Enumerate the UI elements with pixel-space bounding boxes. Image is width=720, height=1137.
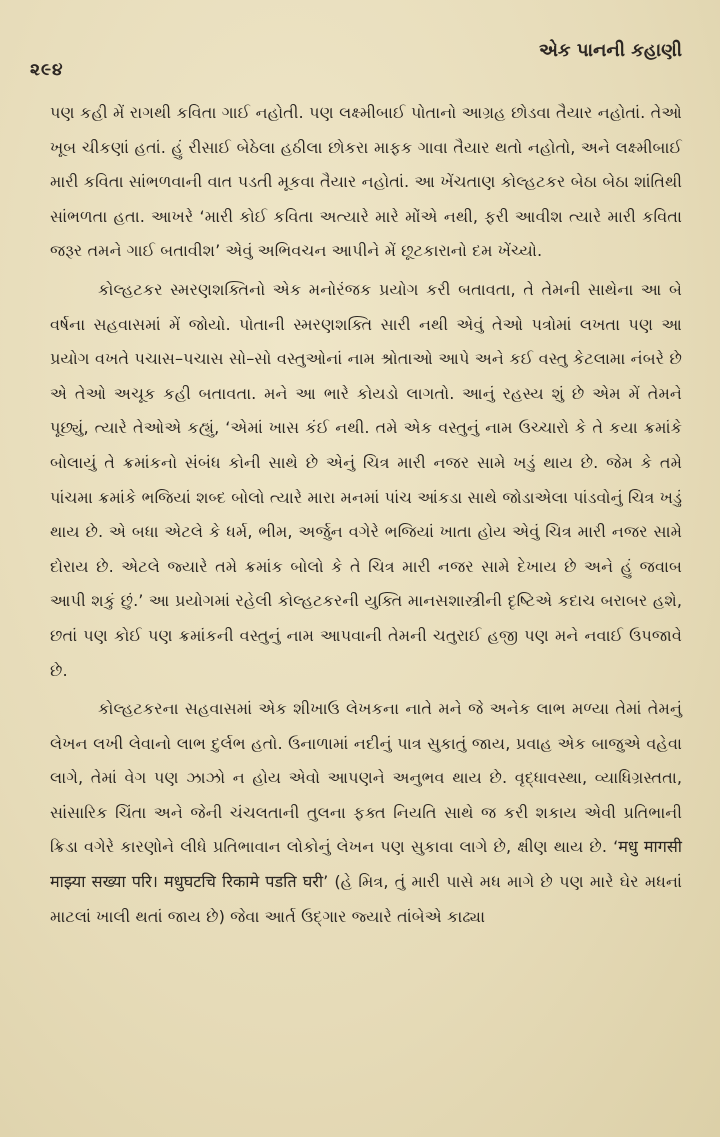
page-body bbox=[50, 96, 682, 934]
paragraph-3: કોલ્હટકરના સહવાસમાં એક શીખાઉ લેખકના નાતે મને જે અનેક લાભ મળ્યા તેમાં તેમનું લેખન લખી લેવાનો લાભ દુર્લભ હતો. ઉનાળામાં નદીનું પાત્ર સુકાતું જાય, પ્રવાહ એક બાજુએ વહેવા લાગે, તેમાં વેગ પણ ઝાઝો ન હોય એવો આપણને અનુભવ થાય છે. વૃદ્ધાવસ્થા, વ્યાધિગ્રસ્તતા, સાંસારિક ચિંતા અને જેની ચંચલતાની તુલના ફક્ત નિયતિ સાથે જ કરી શકાય એવી પ્રતિભાની ક્રિડા વગેરે કારણોને લીધે પ્રતિભાવાન લોકોનું લેખન પણ સુકાવા લાગે છે, ક્ષીણ થાય છે. ‘मधु मागसी माझ्या सख्या परि। मधुघटचि रिकामे पडति घरी’ (હે મિત્ર, તું મારી પાસે મધ માગે છે પણ મારે ઘેર મધનાં માટલાં ખાલી થતાં જાય છે) જેવા આર્ત ઉદ્ગાર જ્યારે તાંબેએ કાઢ્યા bbox=[50, 699, 682, 926]
running-title: એક પાનની કહાણી bbox=[538, 40, 682, 61]
page-number: ૨૯૪ bbox=[30, 60, 64, 80]
paragraph-2: કોલ્હટકર સ્મરણશક્તિનો એક મનોરંજક પ્રયોગ કરી બતાવતા, તે તેમની સાથેના આ બે વર્ષના સહવાસમાં મેં જોયો. પોતાની સ્મરણશક્તિ સારી નથી એવું તેઓ પત્રોમાં લખતા પણ આ પ્રયોગ વખતે પચાસ–પચાસ સો–સો વસ્તુઓનાં નામ શ્રોતાઓ આપે અને કઈ વસ્તુ કેટલામા નંબરે છે એ તેઓ અચૂક કહી બતાવતા. મને આ ભારે કોયડો લાગતો. આનું રહસ્ય શું છે એમ મેં તેમને પૂછ્યું, ત્યારે તેઓએ કહ્યું, ‘એમાં ખાસ કંઈ નથી. તમે એક વસ્તુનું નામ ઉચ્ચારો કે તે કયા ક્રમાંકે બોલાયું તે ક્રમાંકનો સંબંધ કોની સાથે છે એનું ચિત્ર મારી નજર સામે ખડું થાય છે. જેમ કે તમે પાંચમા ક્રમાંકે ભજિયાં શબ્દ બોલો ત્યારે મારા મનમાં પાંચ આંકડા સાથે જોડાએલા પાંડવોનું ચિત્ર ખડું થાય છે. એ બધા એટલે કે ધર્મ, ભીમ, અર્જુન વગેરે ભજિયાં ખાતા હોય એવું ચિત્ર મારી નજર સામે દોરાય છે. એટલે જ્યારે તમે ક્રમાંક બોલો કે તે ચિત્ર મારી નજર સામે દેખાય છે અને હું જવાબ આપી શકું છું.’ આ પ્રયોગમાં રહેલી કોલ્હટકરની યુક્તિ માનસશાસ્ત્રીની દૃષ્ટિએ કદાચ બરાબર હશે, છતાં પણ કોઈ પણ ક્રમાંકની વસ્તુનું નામ આપવાની તેમની ચતુરાઈ હજી પણ મને નવાઈ ઉપજાવે છે. bbox=[50, 279, 682, 680]
paragraph-1: પણ કહી મેં રાગથી કવિતા ગાઈ નહોતી. પણ લક્ષ્મીબાઈ પોતાનો આગ્રહ છોડવા તૈયાર નહોતાં. તેઓ ખૂબ ચીકણાં હતાં. હું રીસાઈ બેઠેલા હઠીલા છોકરા માફક ગાવા તૈયાર થતો નહોતો, અને લક્ષ્મીબાઈ મારી કવિતા સાંભળવાની વાત પડતી મૂકવા તૈયાર નહોતાં. આ ખેંચતાણ કોલ્હટકર બેઠા બેઠા શાંતિથી સાંભળતા હતા. આખરે ‘મારી કોઈ કવિતા અત્યારે મારે મોંએ નથી, ફરી આવીશ ત્યારે મારી કવિતા જરૂર તમને ગાઈ બતાવીશ’ એવું અભિવચન આપીને મેં છૂટકારાનો દમ ખેંચ્યો. bbox=[50, 103, 682, 261]
